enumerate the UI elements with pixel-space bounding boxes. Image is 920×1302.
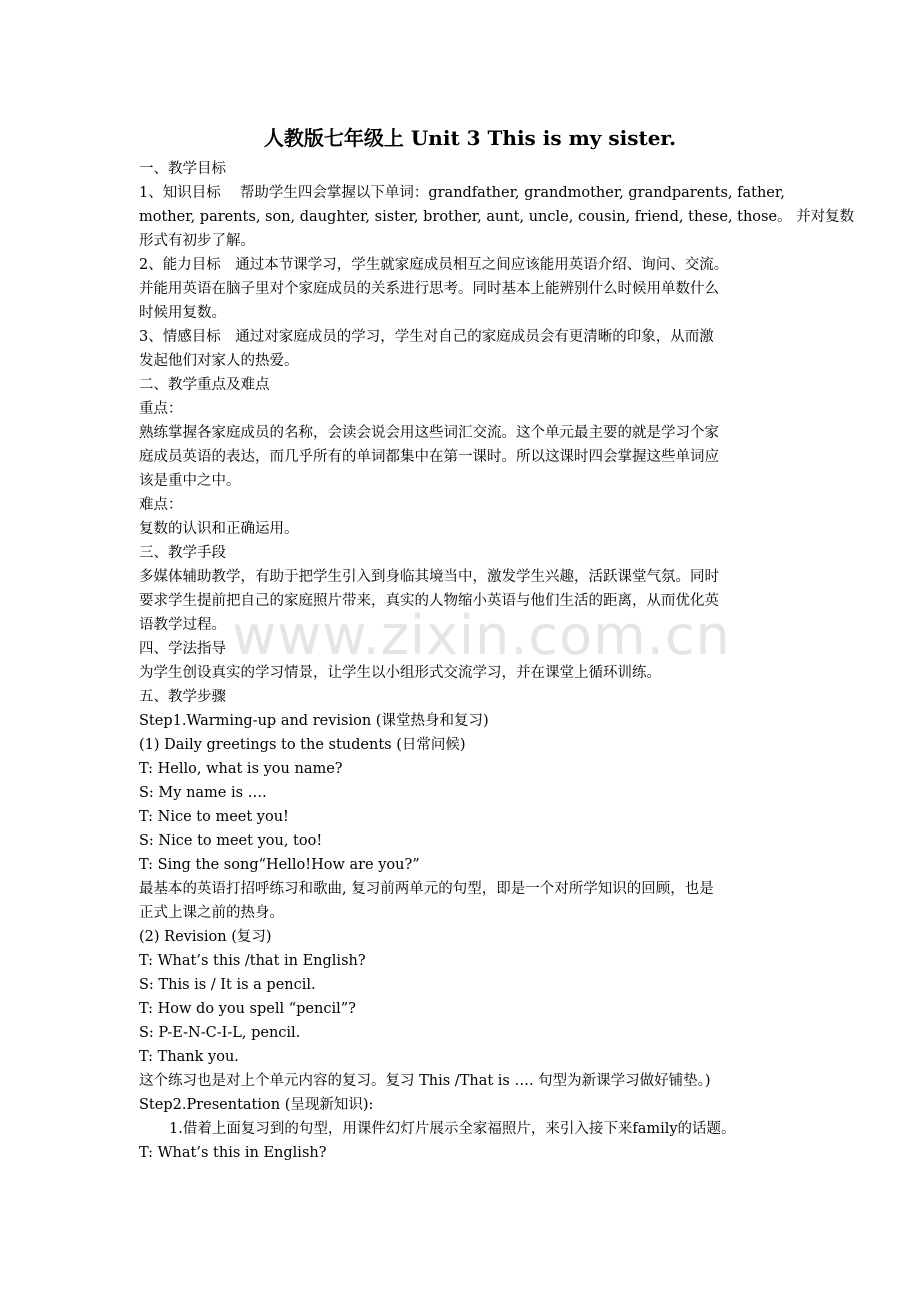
text-line: 1.借着上面复习到的句型，用课件幻灯片展示全家福照片，来引入接下来family的话题。 — [169, 1121, 736, 1137]
text-line: (2) Revision (复习) — [139, 929, 272, 945]
text-line: 一、教学目标 — [139, 161, 226, 177]
text-line: 二、教学重点及难点 — [139, 377, 270, 393]
text-line: 1、知识目标 帮助学生四会掌握以下单词：grandfather, grandmother, grandparents, father, — [139, 185, 785, 201]
text-line: 熟练掌握各家庭成员的名称，会读会说会用这些词汇交流。这个单元最主要的就是学习个家 — [139, 425, 719, 441]
text-line: (1) Daily greetings to the students (日常问候) — [139, 737, 466, 753]
text-line: 并能用英语在脑子里对个家庭成员的关系进行思考。同时基本上能辨别什么时候用单数什么 — [139, 281, 719, 297]
text-line: 语教学过程。 — [139, 617, 226, 633]
text-line: Step2.Presentation (呈现新知识): — [139, 1097, 374, 1113]
text-line: T: Thank you. — [139, 1049, 239, 1065]
watermark: www.zixin.com.cn — [232, 604, 731, 667]
text-line: 发起他们对家人的热爱。 — [139, 353, 299, 369]
text-line: 最基本的英语打招呼练习和歌曲, 复习前两单元的句型，即是一个对所学知识的回顾，也是 — [139, 881, 714, 897]
text-line: T: What’s this /that in English? — [139, 953, 366, 969]
text-line: 四、学法指导 — [139, 641, 226, 657]
text-line: 该是重中之中。 — [139, 473, 241, 489]
text-line: T: Hello, what is you name? — [139, 761, 343, 777]
text-line: 3、情感目标 通过对家庭成员的学习，学生对自己的家庭成员会有更清晰的印象，从而激 — [139, 329, 714, 345]
document-title: 人教版七年级上 Unit 3 This is my sister. — [263, 126, 677, 150]
document-body — [139, 157, 855, 1165]
text-line: T: Sing the song“Hello!How are you?” — [139, 857, 420, 873]
text-line: 庭成员英语的表达，而几乎所有的单词都集中在第一课时。所以这课时四会掌握这些单词应 — [139, 449, 719, 465]
text-line: 五、教学步骤 — [139, 689, 226, 705]
text-line: T: Nice to meet you! — [139, 809, 289, 825]
text-line: S: Nice to meet you, too! — [139, 833, 323, 849]
text-line: 要求学生提前把自己的家庭照片带来，真实的人物缩小英语与他们生活的距离，从而优化英 — [139, 593, 719, 609]
text-line: 这个练习也是对上个单元内容的复习。复习 This /That is …. 句型为新课学习做好铺垫。) — [139, 1073, 711, 1089]
text-line: 多媒体辅助教学，有助于把学生引入到身临其境当中，激发学生兴趣，活跃课堂气氛。同时 — [139, 569, 719, 585]
text-line: Step1.Warming-up and revision (课堂热身和复习) — [139, 713, 489, 729]
text-line: 2、能力目标 通过本节课学习，学生就家庭成员相互之间应该能用英语介绍、询问、交流。 — [139, 257, 729, 273]
text-line: 时候用复数。 — [139, 305, 226, 321]
text-line: T: How do you spell “pencil”? — [139, 1001, 356, 1017]
text-line: 正式上课之前的热身。 — [139, 905, 284, 921]
text-line: 三、教学手段 — [139, 545, 226, 561]
text-line: 难点： — [139, 497, 183, 513]
text-line: 形式有初步了解。 — [139, 233, 255, 249]
text-line: T: What’s this in English? — [139, 1145, 327, 1161]
text-line: S: This is / It is a pencil. — [139, 977, 316, 993]
text-line: mother, parents, son, daughter, sister, brother, aunt, uncle, cousin, friend, these, those。 并对复数 — [139, 209, 855, 225]
text-line: S: P-E-N-C-I-L, pencil. — [139, 1025, 301, 1041]
document-page — [139, 121, 855, 1165]
text-line: 复数的认识和正确运用。 — [139, 521, 299, 537]
text-line: 为学生创设真实的学习情景，让学生以小组形式交流学习，并在课堂上循环训练。 — [139, 665, 661, 681]
text-line: 重点： — [139, 401, 183, 417]
text-line: S: My name is …. — [139, 785, 267, 801]
